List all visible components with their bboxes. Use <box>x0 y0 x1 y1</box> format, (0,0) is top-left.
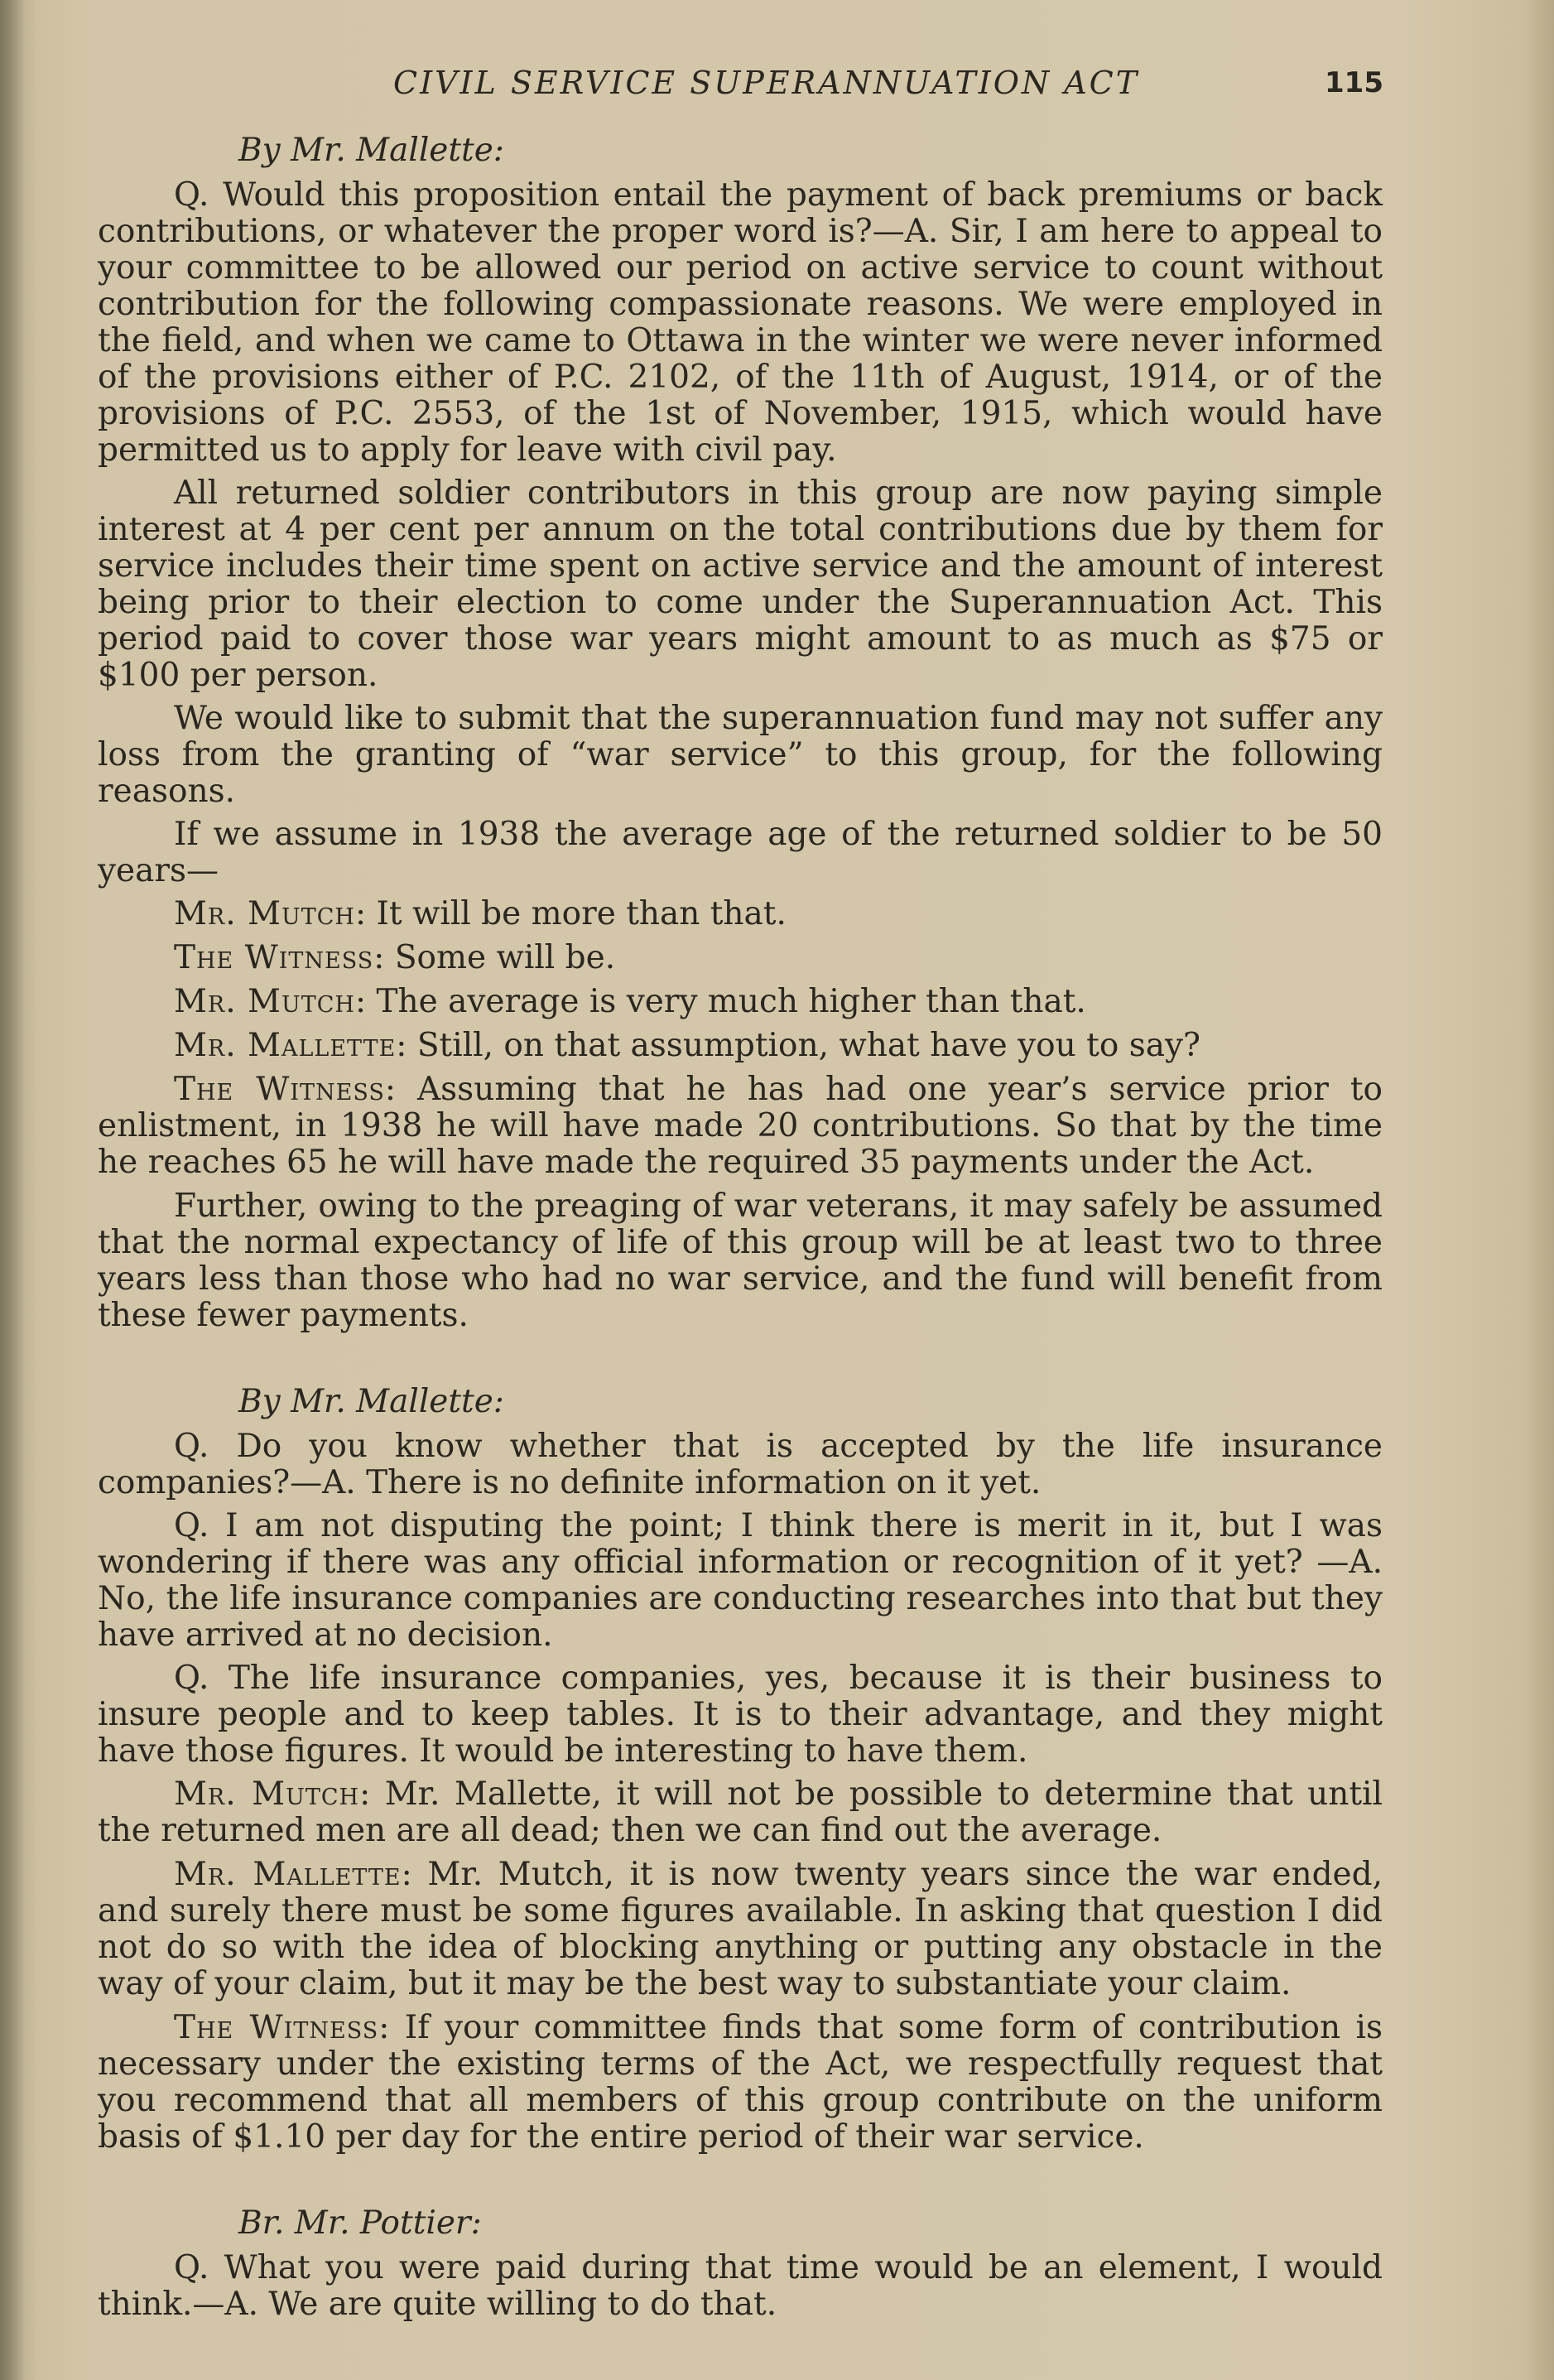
testimony-paragraph: We would like to submit that the superannuation fund may not suffer any loss from the granting of “war service” to this group, for the following reasons. <box>98 700 1383 810</box>
running-title: CIVIL SERVICE SUPERANNUATION ACT <box>393 65 1140 101</box>
examiner-heading: Br. Mr. Pottier: <box>238 2204 482 2242</box>
speaker-line <box>98 1857 1383 2002</box>
speaker-name: The Witness <box>174 2009 379 2046</box>
question-answer-paragraph: Q. Do you know whether that is accepted by the life insurance companies?—A. There is no definite information on it yet. <box>98 1428 1383 1501</box>
speaker-line <box>98 1072 1383 1181</box>
question-answer-paragraph: Q. Would this proposition entail the payment of back premiums or back contributions, or whatever the proper word is?—A. Sir, I am here to appeal to your committee to be allowed our period on active service to count without contribution for the following compassionate reasons. We were employed in the field, and when we came to Ottawa in the winter we were never informed of the provisions either of P.C. 2102, of the 11th of August, 1914, or of the provisions of P.C. 2553, of the 1st of November, 1915, which would have permitted us to apply for leave with civil pay. <box>98 176 1383 469</box>
speaker-name: The Witness <box>174 1071 385 1108</box>
speaker-text: : It will be more than that. <box>354 895 787 932</box>
testimony-paragraph: All returned soldier contributors in this group are now paying simple interest at 4 per cent per annum on the total contributions due by them for service includes their time spent on active service and the amount of interest being prior to their election to come under the Superannuation Act. This period paid to cover those war years might amount to as much as $75 or $100 per person. <box>98 475 1383 694</box>
speaker-text: : Mr. Mallette, it will not be possible to determine that until the returned men are all dead; then we can find out the average. <box>98 1775 1383 1849</box>
speaker-line <box>98 2010 1383 2156</box>
speaker-line <box>98 896 1383 932</box>
page-number: 115 <box>1325 66 1383 99</box>
speaker-text: : Assuming that he has had one year’s service prior to enlistment, in 1938 he will have made 20 contributions. So that by the time he reaches 65 he will have made the required 35 payments under the Act. <box>98 1071 1383 1181</box>
speaker-text: : Still, on that assumption, what have you to say? <box>396 1027 1200 1064</box>
question-answer-paragraph: Q. I am not disputing the point; I think there is merit in it, but I was wondering if there was any official information or recognition of it yet? —A. No, the life insurance companies are conducting researches into that but they have arrived at no decision. <box>98 1507 1383 1654</box>
page-body <box>98 132 1383 2329</box>
testimony-paragraph: If we assume in 1938 the average age of the returned soldier to be 50 years— <box>98 816 1383 889</box>
speaker-name: The Witness <box>174 939 374 976</box>
question-answer-paragraph: Q. What you were paid during that time would be an element, I would think.—A. We are quite willing to do that. <box>98 2249 1383 2323</box>
speaker-name: Mr. Mallette <box>174 1027 397 1064</box>
examiner-heading: By Mr. Mallette: <box>238 1383 504 1420</box>
binding-shadow <box>0 0 25 2380</box>
page-header <box>0 65 1554 114</box>
speaker-text: : The average is very much higher than that. <box>354 983 1086 1020</box>
speaker-line <box>98 1776 1383 1849</box>
examiner-heading: By Mr. Mallette: <box>238 132 504 169</box>
speaker-line <box>98 1028 1383 1064</box>
question-paragraph: Q. The life insurance companies, yes, because it is their business to insure people and to keep tables. It is to their advantage, and they might have those figures. It would be interesting to have them. <box>98 1660 1383 1770</box>
speaker-line <box>98 940 1383 976</box>
speaker-text: : Some will be. <box>373 939 616 976</box>
speaker-line <box>98 984 1383 1020</box>
speaker-text: : If your committee finds that some form of contribution is necessary under the existing terms of the Act, we respectfully request that you recommend that all members of this group contribute on the uniform basis of $1.10 per day for the entire period of their war service. <box>98 2009 1383 2156</box>
speaker-name: Mr. Mutch <box>174 983 355 1020</box>
speaker-name: Mr. Mutch <box>174 1775 360 1813</box>
speaker-name: Mr. Mallette <box>174 1856 402 1893</box>
testimony-paragraph: Further, owing to the preaging of war veterans, it may safely be assumed that the normal expectancy of life of this group will be at least two to three years less than those who had no war service, and the fund will benefit from these fewer payments. <box>98 1188 1383 1334</box>
speaker-name: Mr. Mutch <box>174 895 355 932</box>
speaker-text: : Mr. Mutch, it is now twenty years since the war ended, and surely there must be some figures available. In asking that question I did not do so with the idea of blocking anything or putting any obstacle in the way of your claim, but it may be the best way to substantiate your claim. <box>98 1856 1383 2002</box>
